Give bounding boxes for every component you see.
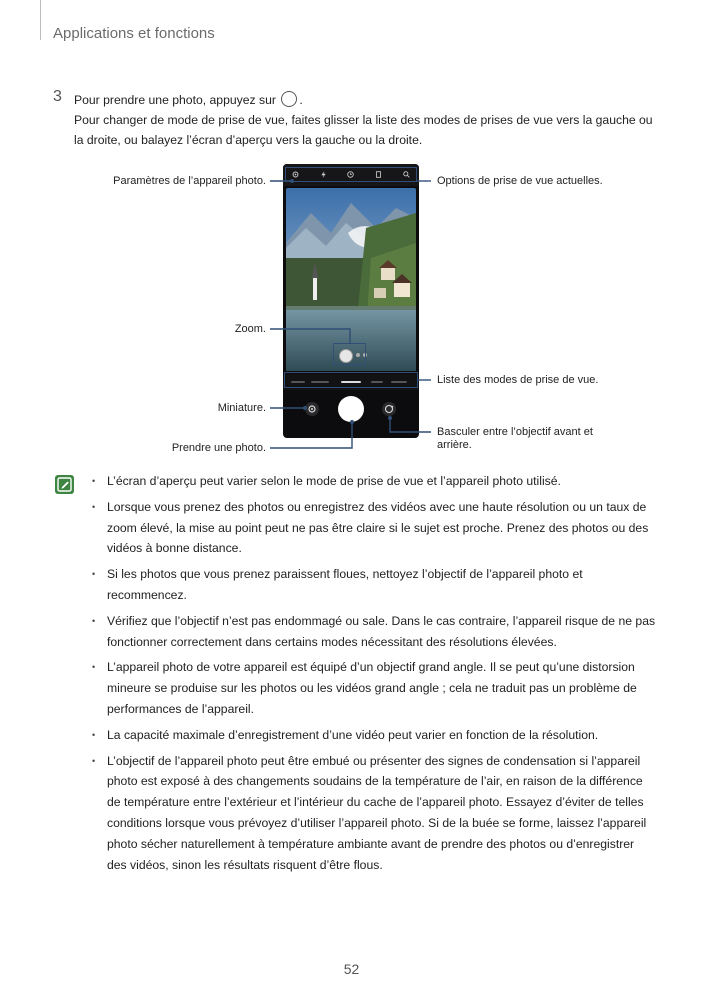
callout-modes-list: Liste des modes de prise de vue. xyxy=(437,374,599,386)
step-paragraph: Pour changer de mode de prise de vue, faites glisser la liste des modes de prises de vue vers la gauche ou la droite, ou balayez l’écran d’aperçu vers la gauche ou la droite. xyxy=(74,113,653,147)
notes-list xyxy=(92,471,657,880)
page-number: 52 xyxy=(343,961,360,977)
note-item: • L’appareil photo de votre appareil est équipé d’un objectif grand angle. Il se peut qu’une distorsion mineure se produise sur les photos ou les vidéos grand angle ; cela ne traduit pas un problème de performances de l’appareil. xyxy=(92,657,657,719)
step-instruction-end: . xyxy=(299,93,303,107)
step-instruction: Pour prendre une photo, appuyez sur xyxy=(74,93,276,107)
callout-thumbnail: Miniature. xyxy=(217,402,266,414)
note-item: • Si les photos que vous prenez paraissent floues, nettoyez l’objectif de l’appareil photo et recommencez. xyxy=(92,564,657,606)
pencil-note-icon xyxy=(55,475,74,494)
note-item: • L’écran d’aperçu peut varier selon le mode de prise de vue et l’appareil photo utilisé. xyxy=(92,471,657,492)
section-title: Applications et fonctions xyxy=(53,25,215,42)
note-item: • Lorsque vous prenez des photos ou enregistrez des vidéos avec une haute résolution ou un taux de zoom élevé, la mise au point peut ne pas être claire si le sujet est proche. Prenez des photos ou des vidéos à bonne distance. xyxy=(92,497,657,559)
step-number: 3 xyxy=(53,88,62,105)
callout-current-options: Options de prise de vue actuelles. xyxy=(437,175,603,187)
callout-switch-lens: Basculer entre l’objectif avant et arrière. xyxy=(437,426,593,451)
callout-camera-settings: Paramètres de l’appareil photo. xyxy=(113,175,266,187)
callout-zoom: Zoom. xyxy=(234,323,266,335)
note-item: • La capacité maximale d’enregistrement d’une vidéo peut varier en fonction de la résolution. xyxy=(92,725,657,746)
callout-take-photo: Prendre une photo. xyxy=(171,442,266,454)
note-item: • L’objectif de l’appareil photo peut être embué ou présenter des signes de condensation si l’appareil photo est exposé à des changements soudains de la température de l’air, en raison de la différence de température entre l’extérieur et l’intérieur du cache de l’appareil photo. Essayez d’éviter de telles conditions lorsque vous prévoyez d’utiliser l’appareil photo. Si de la buée se forme, laissez l’appareil photo sécher naturellement à température ambiante avant de prendre des photos ou d’enregistrer des vidéos, sinon les résultats risquent d’être flous. xyxy=(92,751,657,876)
note-item: • Vérifiez que l’objectif n’est pas endommagé ou sale. Dans le cas contraire, l’appareil risque de ne pas fonctionner correctement dans certains modes nécessitant des résolutions élevées. xyxy=(92,611,657,653)
